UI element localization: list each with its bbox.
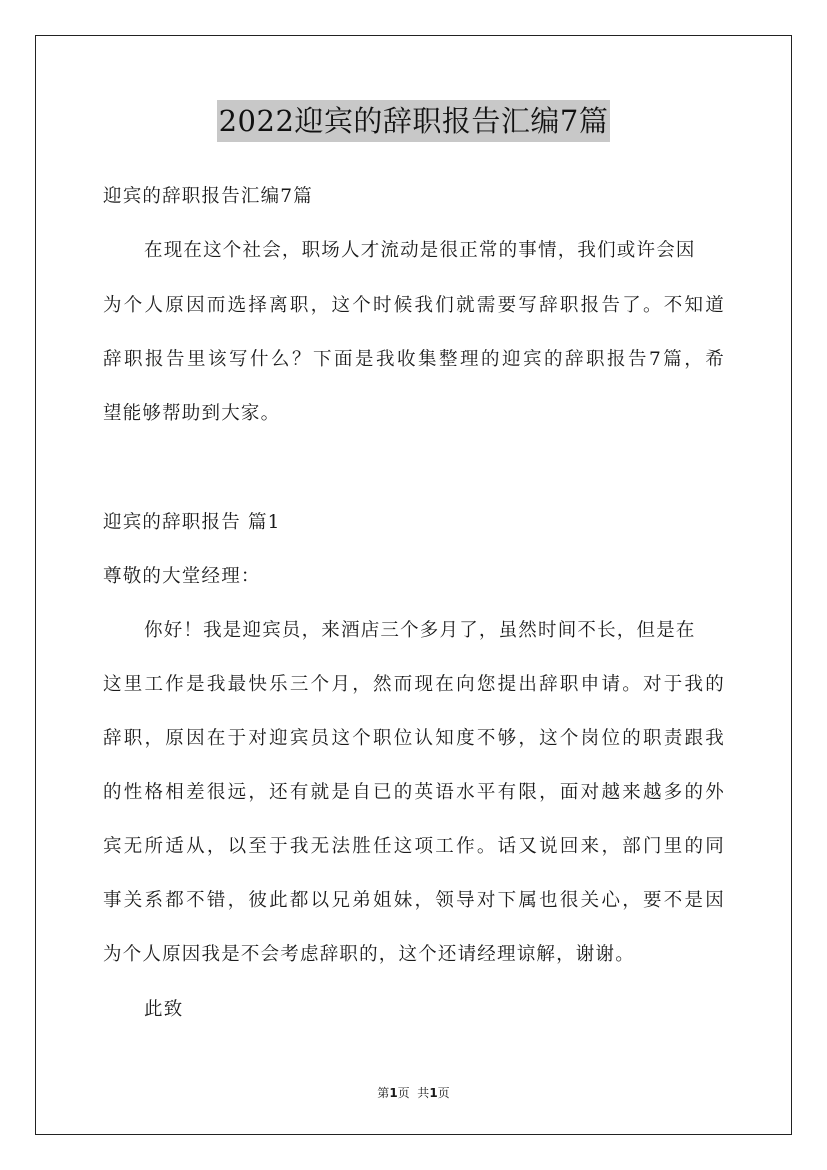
body-line-6: 事关系都不错，彼此都以兄弟姐妹，领导对下属也很关心，要不是因 (103, 890, 725, 911)
intro-line-1: 在现在这个社会，职场人才流动是很正常的事情，我们或许会因 (144, 240, 696, 261)
footer-mid: 页 共 (397, 1086, 430, 1100)
body-line-3: 辞职，原因在于对迎宾员这个职位认知度不够，这个岗位的职责跟我 (103, 728, 725, 749)
document-title: 2022迎宾的辞职报告汇编7篇 (217, 100, 611, 142)
body-line-1: 你好！我是迎宾员，来酒店三个多月了，虽然时间不长，但是在 (144, 620, 696, 641)
body-line-5: 宾无所适从，以至于我无法胜任这项工作。话又说回来，部门里的同 (103, 836, 725, 857)
body-line-4: 的性格相差很远，还有就是自已的英语水平有限，面对越来越多的外 (103, 782, 725, 803)
section-heading: 迎宾的辞职报告 篇1 (103, 512, 281, 533)
intro-line-3: 辞职报告里该写什么？下面是我收集整理的迎宾的辞职报告7篇，希 (103, 349, 725, 370)
footer-suffix: 页 (437, 1086, 450, 1100)
body-line-2: 这里工作是我最快乐三个月，然而现在向您提出辞职申请。对于我的 (103, 674, 725, 695)
footer-prefix: 第 (377, 1086, 390, 1100)
intro-line-2: 为个人原因而选择离职，这个时候我们就需要写辞职报告了。不知道 (103, 295, 725, 316)
salutation: 尊敬的大堂经理： (103, 566, 261, 587)
closing: 此致 (144, 999, 184, 1020)
footer-page-total: 1 (429, 1086, 438, 1100)
document-subtitle: 迎宾的辞职报告汇编7篇 (103, 186, 313, 207)
footer-page-number: 1 (389, 1086, 398, 1100)
body-line-7: 为个人原因我是不会考虑辞职的，这个还请经理谅解，谢谢。 (103, 944, 635, 965)
intro-line-4: 望能够帮助到大家。 (103, 403, 281, 424)
title-wrap (0, 100, 827, 142)
page-footer (0, 1084, 827, 1101)
